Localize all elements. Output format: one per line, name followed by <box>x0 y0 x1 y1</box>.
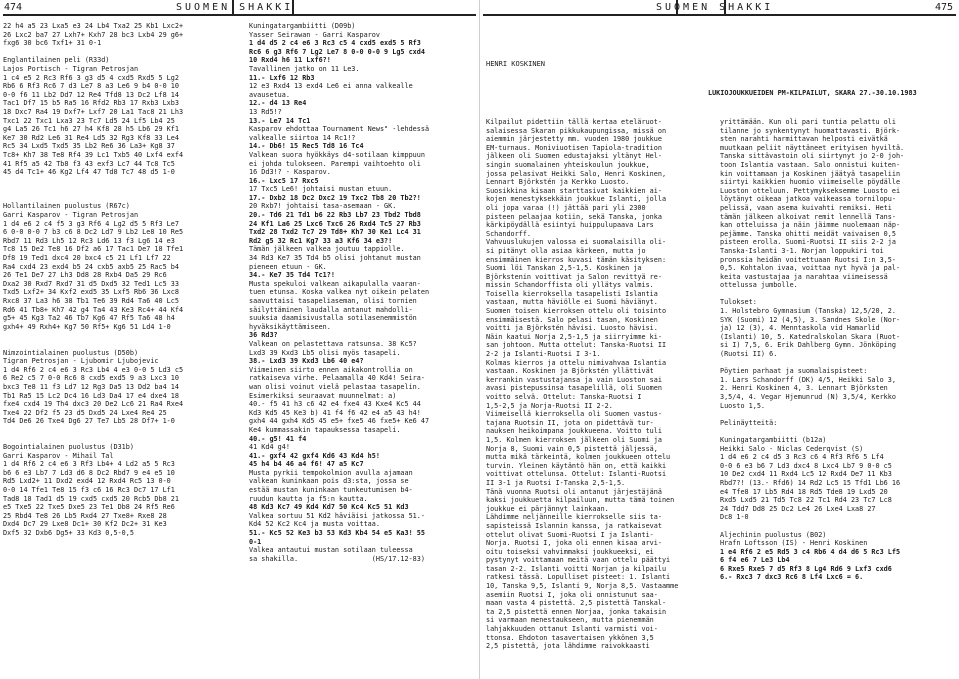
text-line: 34.- Ke7 35 Td4 Tc1?! <box>249 271 335 280</box>
text-line: 24 Tdd7 Dd8 25 Dc2 Le4 26 Lxe4 Lxa8 27 <box>720 504 876 513</box>
text-line: nauksen heikoimpana joukkueena. Voitto tuli <box>486 427 662 436</box>
text-line: 1,5-2,5 ja Norja-Ruotsi II 2-2. <box>486 401 613 410</box>
text-line: Luosto 1,5. <box>720 401 766 410</box>
left-page-header <box>0 0 479 14</box>
text-line: 16 Dd3!? - Kasparov. <box>249 168 331 177</box>
text-line: 40.- f5 41 h3 c6 42 e4 fxe4 43 Kxe4 Kc5 44 <box>249 400 421 409</box>
text-line: Rxd5 Lxd5 21 Td5 Tc8 22 Tc1 Rd4 23 Tc7 Lc8 <box>720 496 892 505</box>
text-line: 34 Rd3 Ke7 35 Td4 b5 olisi johtanut mustan <box>249 254 421 263</box>
text-line: EM-turnaus. Moniviuotisen Tapiola-tradition <box>486 143 662 152</box>
text-line: Yasser Seirawan - Garri Kasparov <box>249 30 380 39</box>
text-line: 38.- Lxd3 39 Kxd3 Lb6 40 e4? <box>249 357 364 366</box>
text-line: voittivat ottelunsa. Ottelut: Islanti-Ruotsi <box>486 470 667 479</box>
text-line: ja) 12 (3), 4. Menntaskola vid Hamarlid <box>720 324 880 333</box>
text-line <box>720 290 956 299</box>
text-line: pieneen etuun - GK. <box>249 262 327 271</box>
text-line: ottelussa jumbolle. <box>720 281 798 290</box>
text-line: 18 Dxc7 Ra4 19 Dxf7+ Lxf7 20 La1 Tac8 21 Lh3 <box>3 107 184 116</box>
text-line: 10 Rxd4 h6 11 Lxf6?! <box>249 56 331 65</box>
text-line: Pöytien parhaat ja suomalaispisteet: <box>720 367 868 376</box>
text-line: Tulokset: <box>720 298 757 307</box>
text-line: san johtoon. Mutta ottelut: Tanska-Ruotsi II <box>486 341 667 350</box>
text-line: 41 Kd4 g4! <box>249 443 290 452</box>
text-line: 48 Kd3 Kc7 49 Kd4 Kd7 50 Kc4 Kc5 51 Kd3 <box>249 503 409 512</box>
text-line: 1 d4 e6 2 c4 f5 3 g3 Rf6 4 Lg2 d5 5 Rf3 Le7 <box>3 219 179 228</box>
text-line: singin suomalainen yhteiskoulun joukkue, <box>486 160 650 169</box>
text-line: Rxc8 37 La3 h6 38 Tb1 Te6 39 Rd4 Ta6 40 Lc5 <box>3 297 179 305</box>
text-line: Txc1 22 Txc1 Lxa3 23 Tc7 Ld5 24 Lf5 Lb4 25 <box>3 116 175 125</box>
text-line: Tc8 15 De2 Te8 16 Df2 a6 17 Tac1 De7 18 Tfe1 <box>3 245 184 254</box>
text-line: 6 Re2 c5 7 0-0 Rc6 8 cxd5 exd5 9 a3 Lxc3 10 <box>3 374 179 383</box>
text-line: Näin kaatui Norja 2,5-1,5 ja siirryimme ki- <box>486 332 662 341</box>
text-line: 6 0-0 0-0 7 b3 c6 8 Dc2 Ld7 9 Lb2 Le8 10 Re5 <box>3 228 184 237</box>
text-line: Tanska sittävastoin oli siirtynyt jo 2-0 joh- <box>720 152 905 161</box>
text-line: Hollantilainen puolustus (R67c) <box>3 202 130 211</box>
text-line: pisteen pelaajaa kotiin, sekä Tanska, jonka <box>486 212 662 221</box>
text-line: avausetua. <box>249 90 290 99</box>
text-line: kojen menestyksekkäin joukkue Islanti, jolla <box>486 195 667 204</box>
article-author: HENRI KOSKINEN <box>486 60 546 68</box>
text-line: pystynyt voittamaan meitä vaan ottelu päättyi <box>486 556 671 565</box>
text-line <box>3 340 243 349</box>
article-title: LUKIOJOUKKUEIDEN PM-KILPAILUT, SKARA 27.-30.10.1983 <box>708 89 917 97</box>
text-line: Aljechinin puolustus (B02) <box>720 530 827 539</box>
text-line <box>3 435 243 444</box>
text-line: 20.- Td6 21 Td1 b6 22 Rb3 Lb7 23 Tbd2 Tbd8 <box>249 211 421 220</box>
text-line: Lajos Portisch - Tigran Petrosjan <box>3 64 139 73</box>
text-line <box>3 331 243 340</box>
text-line: 10 De2 cxd4 11 Rxd4 Lc5 12 Rxd4 De7 11 Kb3 <box>720 470 892 479</box>
text-line: Norja 8, Suomi vain 0,5 pistettä jäljessä, <box>486 444 658 453</box>
text-line: 10, Tanska 9,5, Islanti 9, Norja 8,5. Vastaamme <box>486 582 679 591</box>
text-line: Tavallinen jatko on 11 Le3. <box>249 64 360 73</box>
text-line: Rbd7 11 Rd3 Lh5 12 Rc3 Ld6 13 f3 Lg6 14 e3 <box>3 236 175 245</box>
right-header-rule <box>483 14 956 16</box>
text-line: pisteen erolla. Suomi-Ruotsi II siis 2-2 ja <box>720 238 896 247</box>
text-line: 6 f4 e6 7 Le3 Lb4 <box>720 556 790 565</box>
text-line: pelissä, vaan asema kuivahti remiksi. Heti <box>720 203 892 212</box>
text-line: Rb6 6 Rf3 Rc6 7 d3 Le7 8 a3 Le6 9 b4 0-0 10 <box>3 82 179 91</box>
text-line: Kuningatargambiitti (b12a) <box>720 435 827 444</box>
text-line: Toisella kierroksella tasapelisti Islantia <box>486 289 658 298</box>
text-line: Tad8 18 Tad1 d5 19 cxd5 cxd5 20 Rcb5 Db8 21 <box>3 494 179 503</box>
text-line: Musta spekuloi valkean aikapulalla vaaran- <box>249 279 421 288</box>
text-line: Nimzointialainen puolustus (D50b) <box>3 348 139 357</box>
text-line: Kd4 52 Kc2 Kc4 ja musta voittaa. <box>249 520 380 529</box>
text-line: Kuningatargambiitti (D09b) <box>249 22 356 30</box>
right-running-title: SUOMEN SHAKKI <box>656 2 774 13</box>
text-line: 2-2 ja Islanti-Ruotsi I 3-1. <box>486 350 601 359</box>
text-line: 3,5/4, 4. Vegar Hjemunrud (N) 3,5/4, Kerkko <box>720 393 896 401</box>
text-line: kerrankin vastustajansa ja vain Luoston sai <box>486 375 662 384</box>
text-line: tuen etunsa. Koska valkea nyt oikein pelaten <box>249 288 430 297</box>
right-header-box <box>676 0 726 14</box>
text-line: Tb1 Ra5 15 Lc2 Dc4 16 Ld3 Da4 17 e4 dxe4 18 <box>3 391 179 400</box>
text-line: muutkaan peliit näyttäneet erityisen hyviltä. <box>720 143 905 152</box>
text-line: Kasparov ehdottaa Tournament News" -lehdessä <box>249 125 430 134</box>
text-line <box>3 194 243 203</box>
text-line: löytänyt oikeaa jatkoa vaikeassa tornilopu- <box>720 195 896 204</box>
text-line: si I) 7,5, 6. Erik Dahlberg Gymn. Jönköping <box>720 341 896 350</box>
text-line: tajana Ruotsin II, jota on pidettävä tur- <box>486 418 654 427</box>
text-line: Viimeisellä kierroksella oli Suomen vastus- <box>486 410 662 419</box>
text-line: Kolmas kierros ja ottelu nimivahvaa Islantia <box>486 358 667 367</box>
text-line: valkealle siirtoa 14 Rc1!? <box>249 133 356 142</box>
text-line: jälkeen oli Suomen edustajaksi yltänyt Hel- <box>486 152 662 161</box>
text-line: (Ruotsi II) 6. <box>720 350 778 359</box>
text-line: 17.- Dxb2 18 Dc2 Dxc2 19 Txc2 Tb8 20 Tb2?! <box>249 193 421 202</box>
text-line: 45 h4 b4 46 a4 f6! 47 a5 Kc7 <box>249 460 364 469</box>
text-line: b6 6 e3 Lb7 7 Ld3 d6 8 Dc2 Rbd7 9 e4 e5 10 <box>3 468 175 477</box>
text-line: lahjakkuuden ottanut Islanti varmisti voi- <box>486 625 658 634</box>
text-line: II 3-1 ja Ruotsi I-Tanska 2,5-1,5. <box>486 478 626 487</box>
text-line: Txd5 Lxf2+ 34 Kxf2 exd5 35 Lxf5 Rb6 36 Lxc8 <box>3 288 179 297</box>
text-line: 12.- d4 13 Re4 <box>249 99 307 108</box>
text-line: aiemmin järjestetty mm. vuoden 1980 joukkue <box>486 135 662 144</box>
text-line: kaksi joukkuetta kilpailuun, mutta tämä toinen <box>486 496 675 505</box>
text-line: voitto selvä. Ottelut: Tanska-Ruotsi I <box>486 393 642 401</box>
text-line: kärkipöydällä esiintyi huippulupaava Lars <box>486 221 654 230</box>
text-line: gxh4+ 49 Rxh4+ Kg7 50 Rf5+ Kg6 51 Ld4 1-0 <box>3 322 171 331</box>
text-line: Esimerkiksi seuraavat muunnelmat: a) <box>249 391 397 400</box>
text-line: 45 d4 Tc1+ 46 Kg2 Lf4 47 Td8 Tc7 48 d5 1-0 <box>3 168 175 177</box>
left-header-rule <box>3 14 476 16</box>
text-line: 1,5. Kolmen kierroksen jälkeen oli Suomi ja <box>486 435 662 444</box>
text-line: Tämän jälkeen valkea joutuu tappiolle. <box>249 245 405 254</box>
text-line: Df8 19 Ted1 dxc4 20 bxc4 c5 21 Lf1 Lf7 22 <box>3 254 171 263</box>
text-line: Luoston otteluun. Pettymykseksemme Luosto ei <box>720 186 901 195</box>
text-line: 12 e3 Rxd4 13 exd4 Le6 ei anna valkealle <box>249 82 413 91</box>
text-line: 17 Txc5 Le6! johtaisi mustan etuun. <box>249 185 393 194</box>
left-column-1 <box>3 22 243 538</box>
text-line: ruudun kautta ja f5:n kautta. <box>249 494 368 503</box>
text-line: Heikki Salo - Niclas Cederqvist (S) <box>720 444 864 453</box>
text-line: sten narahti harmittavan helposti eivätkä <box>720 135 888 144</box>
text-line: 51.- Kc5 52 Ke3 b3 53 Kd3 Kb4 54 e5 Ka3! 55 <box>249 529 425 538</box>
text-line <box>3 48 243 57</box>
text-line: ratkaiseva virhe. Pelaamalla 40 Kd4! Seira- <box>249 374 425 383</box>
text-line: Vahvuuslukujen valossa ei suomalaisilla oli- <box>486 238 667 247</box>
text-line: Valkea sortuu 51 Kd2 häviäisi jatkossa 51.- <box>249 511 425 520</box>
text-line: 2. Henri Koskinen 4, 3. Lennart Björksten <box>720 384 888 393</box>
text-line: Rd6 41 Tb8+ Kh7 42 g4 Ta4 43 Ke3 Rc4+ 44 Kf4 <box>3 305 184 314</box>
text-line: Ke7 30 Rd2 Le6 31 Re4 Ld5 32 Rg3 Kf8 33 Le4 <box>3 133 179 142</box>
text-line: Tanska-Islanti 3-1. Norjan loppukiri toi <box>720 246 884 255</box>
text-line: fxg6 30 bc6 Txf1+ 31 0-1 <box>3 39 102 48</box>
text-line: toon Islantia vastaan. Salo onnistui kuiten- <box>720 160 901 169</box>
right-page-number: 475 <box>934 2 953 13</box>
text-line: 1 d4 d5 2 c4 e6 3 Rc3 c5 4 cxd5 exd5 5 Rf3 <box>249 39 421 48</box>
text-line: Pelinäytteitä: <box>720 418 778 427</box>
text-line: Tänä vuonna Ruotsi oli antanut järjestäjänä <box>486 487 662 496</box>
right-page <box>480 0 959 679</box>
text-line: estää mustan kuninkaan tunkeutumisen b4- <box>249 486 413 495</box>
text-line: kan otteluissa ja näin jäimme nuolemaan näp- <box>720 221 901 230</box>
text-line: voitti ja Björkstén hävisi. Luosto hävisi. <box>486 324 658 333</box>
text-line: Norja. Ruotsi I, joka oli ennen kisaa arvi- <box>486 539 662 548</box>
text-line: 6.- Rxc3 7 dxc3 Rc6 8 Lf4 Lxc6 = 6. <box>720 573 864 582</box>
text-line: 1 d4 Rf6 2 c4 e6 3 Rf3 Lb4+ 4 Ld2 a5 5 Rc3 <box>3 460 175 469</box>
text-line: 24 Kf1 La6 25 Lxc6 Txc6 26 Rxd4 Tc5 27 Rb3 <box>249 219 421 228</box>
left-column-2 <box>249 22 475 563</box>
text-line: yrittämään. Kun oli pari tuntia pelattu oli <box>720 118 896 126</box>
text-line: e5 Txe5 22 Txe5 Dxe5 23 Te1 Db8 24 Rf5 Re6 <box>3 503 175 512</box>
text-line: mutta mikä tärkeintä, kolmen joukkueen ottelu <box>486 453 671 462</box>
text-line: Suosikkina kisaan starttasivat kaikkien ai- <box>486 186 662 195</box>
text-line: 1 c4 e5 2 Rc3 Rf6 3 g3 d5 4 cxd5 Rxd5 5 Lg2 <box>3 73 179 82</box>
text-line: 1 d4 Rf6 2 c4 e6 3 Rc3 Lb4 4 e3 0-0 5 Ld3 c5 <box>3 365 184 374</box>
text-line: Schandorff. <box>486 229 532 238</box>
text-line: Tigran Petrosjan - Ljubomir Ljubojevic <box>3 357 159 366</box>
text-line: 25 Rbd4 Te8 26 Lb5 Rxd4 27 Txe8+ Rxe8 28 <box>3 511 167 520</box>
text-line: Bogointialainen puolustus (D31b) <box>3 443 134 452</box>
text-line: si varmaan menestaukseen, mutta pienemmän <box>486 616 654 625</box>
text-line: Td4 De6 26 Txe4 Dg6 27 Te7 Lb5 28 Df7+ 1-0 <box>3 417 175 426</box>
text-line: Valkean on pelastettava ratsunsa. 38 Kc5? <box>249 339 417 348</box>
text-line: Tac1 Df7 15 b5 Ra5 16 Rfd2 Rb3 17 Rxb3 Lxb3 <box>3 99 179 108</box>
text-line: tilanne jo synkentynyt huomattavasti. Björk- <box>720 126 901 135</box>
text-line: ensimmäinen kierros kuvasi tämän käsityksen: <box>486 255 667 264</box>
text-line: g4 La5 26 Tc1 h6 27 h4 Kf8 28 h5 Lb6 29 Kf1 <box>3 125 179 134</box>
text-line <box>720 427 956 436</box>
text-line <box>720 522 956 531</box>
text-line: Lähdimme neljänneille kierrokselle siis ta- <box>486 513 662 522</box>
text-line: fxe4 cxd4 19 Th4 dxc3 20 De2 Lc6 21 Ra4 Rxe4 <box>3 400 184 409</box>
text-line: ratkesi tässä. Lopulliset pisteet: 1. Islanti <box>486 573 671 582</box>
text-line: Txe4 22 Df2 f5 23 d5 Dxd5 24 Lxe4 Re4 25 <box>3 408 167 417</box>
text-line: 36 Rd3? <box>249 331 278 340</box>
text-line: 11.- Lxf6 12 Rb3 <box>249 73 315 82</box>
text-line: 2,5 pistettä, jota lähdimme raivokkaasti <box>486 642 650 651</box>
text-line: Dxd4 Dc7 29 Lxe8 Dc1+ 30 Kf2 Dc2+ 31 Ke3 <box>3 520 167 529</box>
left-running-title: SUOMEN SHAKKI <box>176 2 294 13</box>
text-line: 1 d4 e6 2 c4 d5 3 Rc3 c6 4 Rf3 Rf6 5 Lf4 <box>720 453 884 462</box>
text-line: 13.- Le7 14 Tc1 <box>249 116 311 125</box>
text-line: Kilpailut pidettiin tällä kertaa eteläruot- <box>486 118 662 126</box>
text-line: Tc8+ Kh7 38 Te8 Rf4 39 Lc1 Txb5 40 Lxf4 exf4 <box>3 150 184 159</box>
text-line: (Islanti) 10, 5. Katedralskolan Skara (Ruot- <box>720 332 901 341</box>
text-line <box>3 177 243 186</box>
text-line: 41.- gxf4 42 gxf4 Kd6 43 Kd4 h5! <box>249 451 380 460</box>
text-line: oitu toiseksi vahvimmaksi joukkueeksi, ei <box>486 547 654 556</box>
text-line: keita vastustajaa ja narahtaa viimeisessä <box>720 272 888 281</box>
text-line: 13 Rd5!? <box>249 107 282 116</box>
text-line: Ra4 cxd4 23 exd4 b5 24 cxb5 axb5 25 Rac5 b4 <box>3 262 179 271</box>
text-line: Ke4 kummassakin tapauksessa tasapeli. <box>249 425 401 434</box>
text-line: sapisteissä Islannin kanssa, ja ratkaisevat <box>486 521 662 530</box>
text-line <box>720 410 956 419</box>
text-line: 1. Holstebro Gymnasium (Tanska) 12,5/20, 2. <box>720 307 896 316</box>
text-line: Valkean suora hyökkäys d4-sotilaan kimppuun <box>249 150 425 159</box>
text-line: Suomi löi Tanskan 2,5-1,5. Koskinen ja <box>486 264 642 273</box>
text-line: Musta pyrkii tempokolmion avulla ajamaan <box>249 468 413 477</box>
text-line: Rc5 34 Lxd5 Txd5 35 Lb2 Re6 36 La3+ Kg8 37 <box>3 142 175 151</box>
text-line: hyväksikäyttämiseen. <box>249 322 331 331</box>
text-line: 6 Rxe5 Rxe5 7 d5 Rf3 8 Lg4 Rd6 9 Lxf3 cxd6 <box>720 564 892 573</box>
text-line: 20 Rxb7! johtaisi tasa-asemaan - GK. <box>249 202 397 211</box>
text-line: Garri Kasparov - Mihail Tal <box>3 451 114 460</box>
text-line: SYK (Suomi) 12 (4,5), 3. Sandnes Skole (Nor- <box>720 315 901 324</box>
text-line: Dxf5 32 Dxb6 Dg5+ 33 Kd3 0,5-0,5 <box>3 529 134 538</box>
text-line: 0,5. Kohtalon ivaa, voittaa nyt hyvä ja pal- <box>720 264 901 273</box>
text-line: 0-0 f6 11 Lb2 Dd7 12 Re4 Tfd8 13 Dc2 Lf8 14 <box>3 90 179 99</box>
text-line: pejämme. Tanska ohitti meidät vaivaisen 0,5 <box>720 229 896 238</box>
text-line <box>720 359 956 368</box>
text-line: Suomen toisen kierroksen ottelu oli toisinto <box>486 307 667 316</box>
text-line: asemiin Ruotsi I, joka oli onnistunut saa- <box>486 590 658 599</box>
text-line: säilyttäminen laudalla antanut mahdolli- <box>249 305 413 314</box>
text-line: ttonsa. Ehdoton tasavertaisen ykkönen 3,5 <box>486 633 654 642</box>
text-line: 0-0 14 Tfe1 Te8 15 f3 c6 16 Rc3 Dc7 17 Lf1 <box>3 486 175 495</box>
text-line: 22 h4 a5 23 Lxa5 e3 24 Lb4 Txa2 25 Kb1 Lxc2+ <box>3 22 184 30</box>
text-line: sa shakilla. (HS/17.12-83) <box>249 554 425 563</box>
text-line: maan vasta 4 pistettä. 2,5 pistettä Tanskal- <box>486 599 667 608</box>
text-line <box>3 185 243 194</box>
text-line: 0-0 6 e3 b6 7 Ld3 dxc4 8 Lxc4 Lb7 9 0-0 c5 <box>720 461 892 470</box>
text-line: Garri Kasparov - Tigran Petrosjan <box>3 211 139 220</box>
text-line: Txd2 28 Txd2 Tc7 29 Td8+ Kh7 30 Ke1 Lc4 31 <box>249 228 421 237</box>
text-line: tasan 2-2. Islanti voitti Norjan ja kilpailu <box>486 564 667 573</box>
text-line: Rd2 g5 32 Rc1 Kg7 33 a3 Kf6 34 e3?! <box>249 236 393 245</box>
text-line: g5+ 45 Kg3 Ta2 46 Tb7 Kg6 47 Rf5 Ta6 48 h4 <box>3 314 175 323</box>
right-page-header <box>480 0 959 14</box>
text-line: ei johda tulokseen. Parempi vaihtoehto oli <box>249 159 421 168</box>
text-line: siirtyi kaikkien huomio viimeiselle pöydälle <box>720 178 901 187</box>
right-column-1 <box>486 118 710 651</box>
text-line: suuksia daamisivustalla sotilasenemmistön <box>249 314 417 323</box>
text-line: missin Schandorffista oli yllätys valmis. <box>486 281 654 290</box>
text-line: Valkea antautui mustan sotilaan tuleessa <box>249 546 413 555</box>
text-line: 26 Te1 De7 27 Lh3 Dd8 28 Rxb4 Da5 29 Rc6 <box>3 271 167 280</box>
text-line: ensimmäisestä. Salo pelasi tasan, Koskinen <box>486 315 658 324</box>
text-line: pronssia heidän voitettuaan Ruotsi I:n 3,5- <box>720 255 896 264</box>
text-line: Viimeinen siirto ennen aikakontrollia on <box>249 365 413 374</box>
text-line: oli jopa varaa (!) jättää pari yli 2300 <box>486 203 646 212</box>
text-line: ta 2,5 pistettä ennen Norjaa, jonka takaisin <box>486 607 667 616</box>
text-line: wan olisi voinut vielä pelastaa tasapelin. <box>249 382 421 391</box>
text-line: gxh4 44 gxh4 Kd5 45 e5+ fxe5 46 fxe5+ Ke6 47 <box>249 417 430 426</box>
text-line: 0-1 <box>249 537 262 546</box>
text-line: 14.- Db6! 15 Rec5 Td8 16 Tc4 <box>249 142 364 151</box>
text-line: joukkue ei pärjännyt lainkaan. <box>486 504 609 513</box>
text-line: saavuttaisi tasapeliaseman, olisi tornien <box>249 297 417 305</box>
text-line: Lxd3 39 Kxd3 Lb5 olisi myös tasapeli. <box>249 348 401 357</box>
text-line: Rd5 Lxd2+ 11 Dxd2 exd4 12 Rxd4 Rc5 13 0-0 <box>3 477 171 486</box>
text-line: Björkstenin voittivat ja Salon revittyä re- <box>486 272 662 281</box>
text-line: bxc3 Te8 11 f3 Ld7 12 Rg3 Da5 13 Dd2 ba4 14 <box>3 382 179 391</box>
text-line: Dxa2 30 Rxd7 Rxd7 31 d5 Dxd5 32 Ted1 Lc5 33 <box>3 279 179 288</box>
text-line: Englantilainen peli (R33d) <box>3 56 110 65</box>
text-line: Hrafn Loftsson (IS) - Henri Koskinen <box>720 539 868 548</box>
text-line <box>3 426 243 435</box>
text-line: avasi pistepussinsa tasapelillä, oli Suomen <box>486 384 662 393</box>
text-line: salaisessa Skaran pikkukaupungissa, missä on <box>486 126 667 135</box>
text-line: turvin. Yleinen käytäntö hän on, että kaikki <box>486 461 667 470</box>
right-column-2 <box>720 118 956 582</box>
text-line: Lennart Björkstén ja Kerkko Luosto. <box>486 178 630 187</box>
text-line: 41 Rf5 a5 42 Tb8 f3 43 exf3 Lc7 44 Tc8 Tc5 <box>3 159 175 168</box>
text-line: Dc8 1-0 <box>720 513 749 522</box>
text-line: si pitänyt olla asiaa kärkeen, mutta jo <box>486 246 646 255</box>
text-line: 40.- g5! 41 f4 <box>249 434 307 443</box>
text-line: jossa pelasivat Heikki Salo, Henri Koskinen, <box>486 169 667 178</box>
text-line: 1. Lars Schandorff (DK) 4/5, Heikki Salo 3, <box>720 375 896 384</box>
text-line: 1 e4 Rf6 2 e5 Rd5 3 c4 Rb6 4 d4 d6 5 Rc3 Lf5 <box>720 547 901 556</box>
text-line: Rbd7?! (13.- Rfd6) 14 Rd2 Lc5 15 Tfd1 Lb6 16 <box>720 478 901 487</box>
left-page-number: 474 <box>4 2 23 13</box>
text-line: tämän jälkeen alkoivat remit lennellä Tans- <box>720 212 896 221</box>
text-line: vastaan. Koskinen ja Björkstén yllättivät <box>486 367 654 376</box>
text-line: ottelut olivat Suomi-Ruotsi I ja Islanti- <box>486 530 654 539</box>
text-line: Rc6 6 g3 Rf6 7 Lg2 Le7 8 0-0 0-0 9 Lg5 cxd4 <box>249 47 425 56</box>
text-line: valkean kuninkaan pois d3:sta, jossa se <box>249 477 409 486</box>
text-line: e4 Tfe8 17 Lb5 Rd4 18 Rd5 Tde8 19 Lxd5 20 <box>720 487 888 496</box>
text-line: kin voittamaan ja Koskinen jäätyä tasapeliin <box>720 169 901 178</box>
text-line: vastaan, mutta häviölle ei Suomi häviänyt. <box>486 298 658 307</box>
text-line: Kd3 Kd5 45 Ke3 b) 41 f4 f6 42 e4 a5 43 h4! <box>249 408 421 417</box>
text-line: 16.- Lxc5 17 Rxc5 <box>249 176 319 185</box>
text-line: 26 Lxc2 ba7 27 Lxh7+ Kxh7 28 bc3 Lxb4 29 g6+ <box>3 30 184 39</box>
